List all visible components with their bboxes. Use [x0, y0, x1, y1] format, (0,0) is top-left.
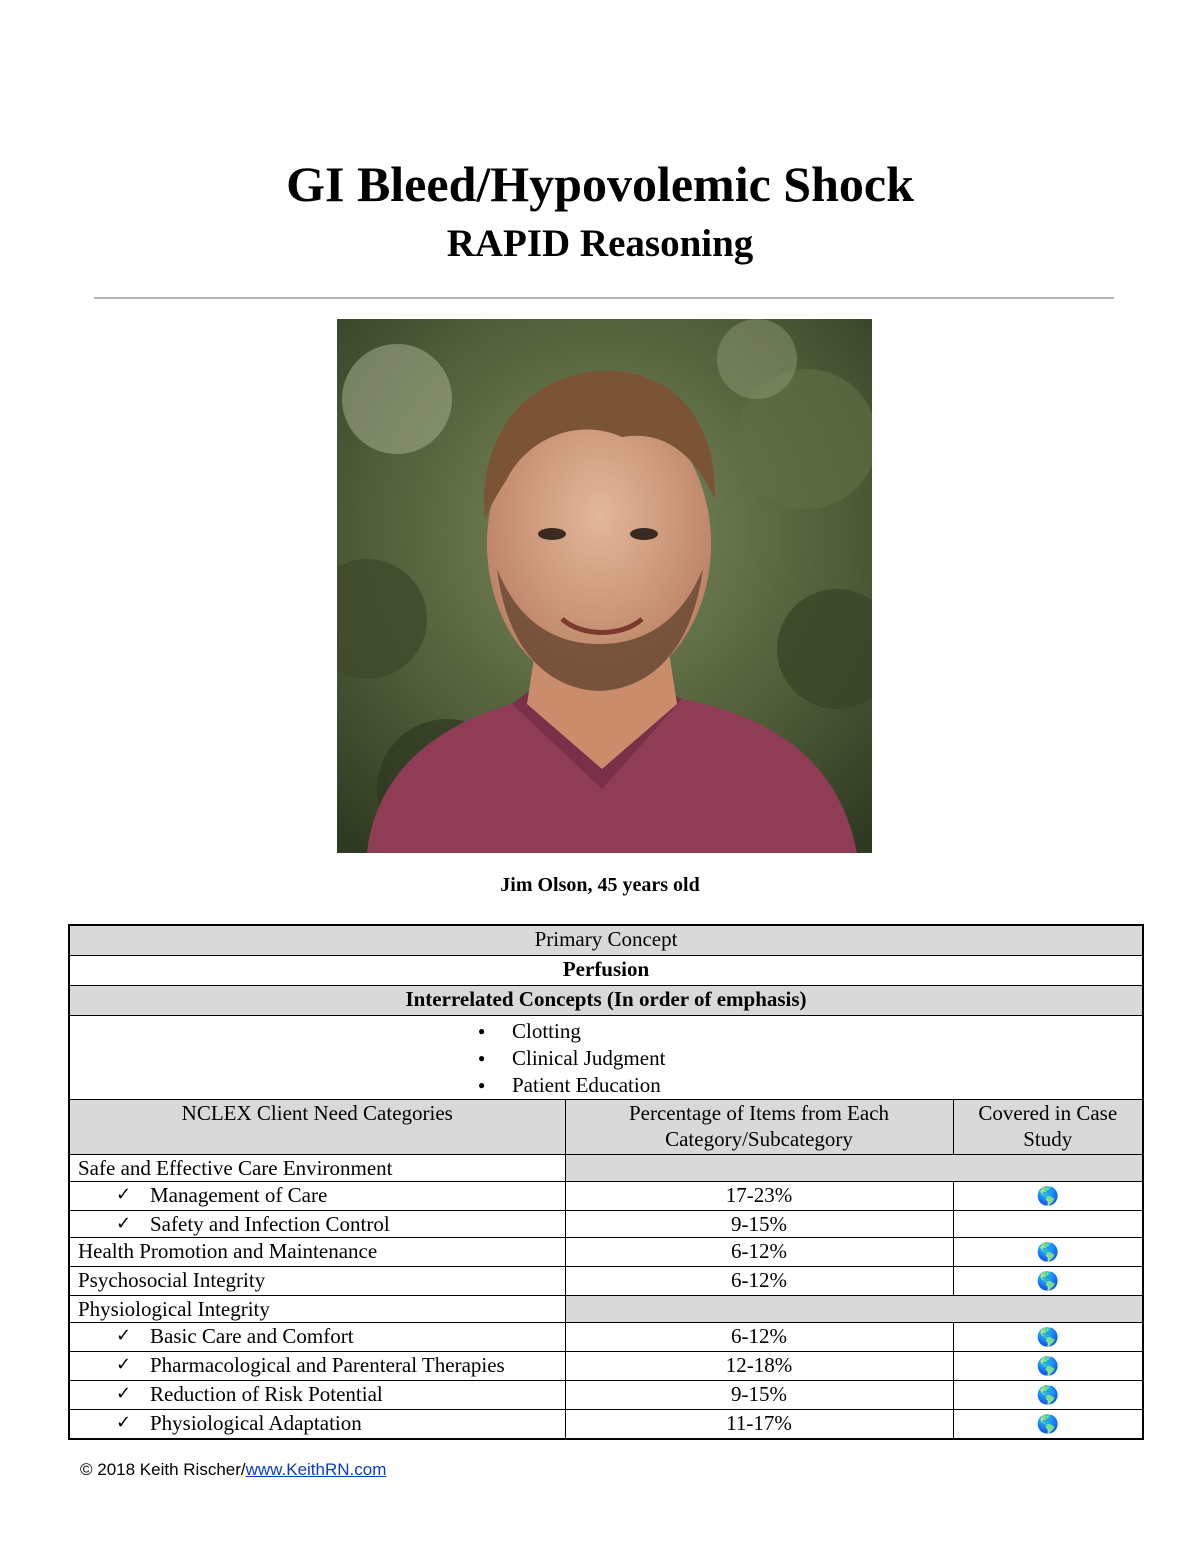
- concept-table: [68, 924, 1144, 1440]
- category-label: Physiological Adaptation: [150, 1410, 362, 1435]
- category-label: Safety and Infection Control: [150, 1211, 390, 1236]
- category-cell: Physiological Integrity: [69, 1295, 565, 1322]
- checkmark-icon: ✓: [116, 1382, 132, 1404]
- covered-cell: [953, 1322, 1143, 1351]
- checkmark-icon: ✓: [116, 1411, 132, 1433]
- covered-cell: [953, 1181, 1143, 1210]
- table-row: [69, 1322, 1143, 1351]
- checkmark-icon: ✓: [116, 1212, 132, 1234]
- copyright-text: © 2018 Keith Rischer/: [80, 1460, 246, 1479]
- globe-icon: 🌎: [1036, 1384, 1059, 1406]
- percentage-cell: 12-18%: [565, 1351, 953, 1380]
- percentage-cell: 17-23%: [565, 1181, 953, 1210]
- covered-cell: [953, 1380, 1143, 1409]
- nclex-rows: [69, 1154, 1143, 1439]
- shaded-cell: [565, 1154, 1143, 1181]
- percentage-cell: 6-12%: [565, 1266, 953, 1295]
- category-cell: [69, 1322, 565, 1351]
- column-header-categories: NCLEX Client Need Categories: [69, 1099, 565, 1154]
- category-label: Basic Care and Comfort: [150, 1323, 354, 1348]
- percentage-cell: 9-15%: [565, 1380, 953, 1409]
- footer: [80, 1460, 386, 1480]
- horizontal-divider: [94, 297, 1114, 299]
- column-header-percentage: Percentage of Items from Each Category/Subcategory: [565, 1099, 953, 1154]
- column-header-covered: Covered in Case Study: [953, 1099, 1143, 1154]
- category-cell: [69, 1351, 565, 1380]
- website-link[interactable]: www.KeithRN.com: [245, 1460, 387, 1479]
- globe-icon: 🌎: [1036, 1326, 1059, 1348]
- primary-concept-label: Primary Concept: [69, 925, 1143, 955]
- globe-icon: 🌎: [1036, 1270, 1059, 1292]
- category-cell: Safe and Effective Care Environment: [69, 1154, 565, 1181]
- percentage-cell: 9-15%: [565, 1210, 953, 1237]
- covered-cell: [953, 1210, 1143, 1237]
- category-cell: Psychosocial Integrity: [69, 1266, 565, 1295]
- table-row: [69, 1409, 1143, 1439]
- table-row: [69, 1380, 1143, 1409]
- page-title: GI Bleed/Hypovolemic Shock: [286, 156, 914, 212]
- interrelated-concept-item: ● Patient Education: [510, 1072, 1134, 1099]
- table-row: [69, 1237, 1143, 1266]
- table-row: [69, 1295, 1143, 1322]
- globe-icon: 🌎: [1036, 1185, 1059, 1207]
- globe-icon: 🌎: [1036, 1355, 1059, 1377]
- category-cell: [69, 1380, 565, 1409]
- covered-cell: [953, 1266, 1143, 1295]
- interrelated-concepts-list: [69, 1015, 1143, 1099]
- shaded-cell: [565, 1295, 1143, 1322]
- page-subtitle: RAPID Reasoning: [446, 222, 754, 265]
- patient-photo: [337, 319, 872, 853]
- table-row: [69, 1154, 1143, 1181]
- globe-icon: 🌎: [1036, 1241, 1059, 1263]
- table-row: [69, 1181, 1143, 1210]
- category-cell: [69, 1409, 565, 1439]
- photo-caption: Jim Olson, 45 years old: [500, 874, 700, 896]
- covered-cell: [953, 1237, 1143, 1266]
- interrelated-concept-item: ● Clotting: [510, 1018, 1134, 1045]
- primary-concept-value: Perfusion: [69, 955, 1143, 985]
- checkmark-icon: ✓: [116, 1183, 132, 1205]
- category-label: Pharmacological and Parenteral Therapies: [150, 1352, 505, 1377]
- category-cell: [69, 1181, 565, 1210]
- table-row: [69, 1210, 1143, 1237]
- percentage-cell: 11-17%: [565, 1409, 953, 1439]
- category-label: Management of Care: [150, 1182, 328, 1207]
- percentage-cell: 6-12%: [565, 1322, 953, 1351]
- category-cell: Health Promotion and Maintenance: [69, 1237, 565, 1266]
- percentage-cell: 6-12%: [565, 1237, 953, 1266]
- table-row: [69, 1266, 1143, 1295]
- category-cell: [69, 1210, 565, 1237]
- category-label: Reduction of Risk Potential: [150, 1381, 383, 1406]
- covered-cell: [953, 1351, 1143, 1380]
- checkmark-icon: ✓: [116, 1324, 132, 1346]
- globe-icon: 🌎: [1036, 1413, 1059, 1435]
- interrelated-concepts-label: Interrelated Concepts (In order of emphasis): [69, 985, 1143, 1015]
- table-row: [69, 1351, 1143, 1380]
- covered-cell: [953, 1409, 1143, 1439]
- checkmark-icon: ✓: [116, 1353, 132, 1375]
- interrelated-concept-item: ● Clinical Judgment: [510, 1045, 1134, 1072]
